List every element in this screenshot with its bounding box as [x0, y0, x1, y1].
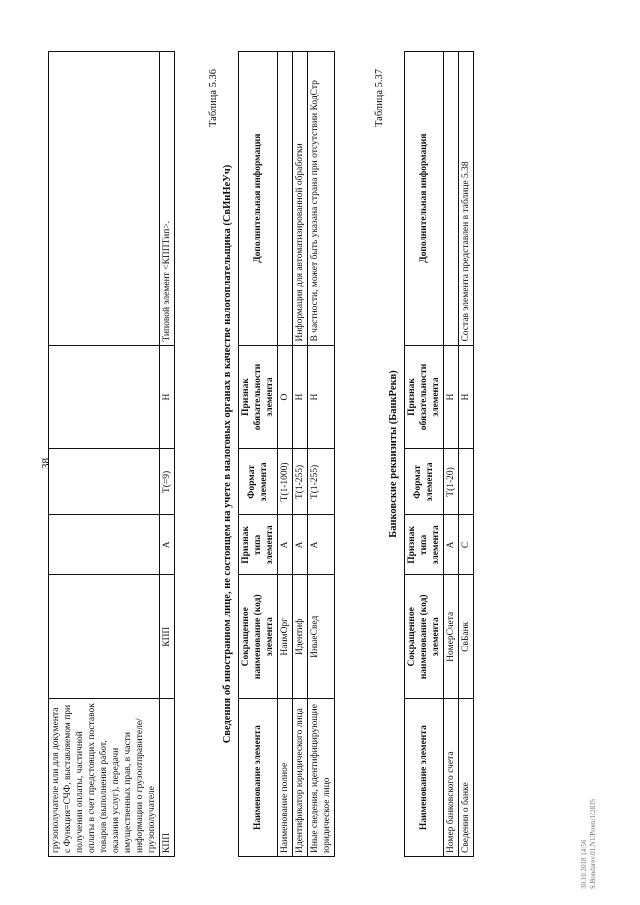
table-header-row: [405, 52, 444, 857]
table-cell: Т(=9): [160, 449, 175, 515]
column-header: Признак типа элемента: [405, 515, 444, 575]
table-cell: А: [278, 515, 293, 575]
table-row: [278, 52, 293, 857]
column-header: Признак типа элемента: [239, 515, 278, 575]
table-cell: Информация для автоматизированной обработки: [293, 52, 308, 346]
column-header: Дополнительная информация: [239, 52, 278, 346]
table-5-36: [238, 51, 335, 857]
table-cell: [444, 52, 459, 346]
table-cell: [49, 575, 160, 699]
table-cell: Т(1-255): [293, 449, 308, 515]
table-cell: Сведения о банке: [459, 699, 474, 857]
table-cell: Н: [160, 345, 175, 449]
table-cell: [49, 52, 160, 346]
table-row: [444, 52, 459, 857]
column-header: Наименование элемента: [405, 699, 444, 857]
table-cell: Наименование полное: [278, 699, 293, 857]
table-row: [49, 52, 160, 857]
column-header: Сокращенное наименование (код) элемента: [405, 575, 444, 699]
table-cell: Т(1-255): [308, 449, 335, 515]
footer-line: 30.10.2018 14:56: [580, 839, 588, 889]
table-label: Таблица 5.36: [208, 68, 219, 127]
table-title: Сведения об иностранном лице, не состоящем на учете в налоговых органах в качестве налогоплательщика (СвИнНеУч): [222, 164, 233, 744]
table-5-37: [404, 51, 474, 857]
table-cell: А: [160, 515, 175, 575]
table-cell: Типовой элемент <КППТип>.: [160, 52, 175, 346]
table-cell: СвБанк: [459, 575, 474, 699]
table-cell: [459, 449, 474, 515]
table-cell: В частности, может быть указана страна при отсутствии КодСтр: [308, 52, 335, 346]
table-cell: Т(1-1000): [278, 449, 293, 515]
column-header: Признак обязательности элемента: [405, 345, 444, 449]
table-cell: [49, 515, 160, 575]
column-header: Наименование элемента: [239, 699, 278, 857]
column-header: Признак обязательности элемента: [239, 345, 278, 449]
table-cell: КПП: [160, 575, 175, 699]
table-cell: Н: [444, 345, 459, 449]
table-cell: Идентиф: [293, 575, 308, 699]
table-cell: [49, 345, 160, 449]
table-cell: [278, 52, 293, 346]
table-row: [293, 52, 308, 857]
table-row: [459, 52, 474, 857]
column-header: Сокращенное наименование (код) элемента: [239, 575, 278, 699]
page-number: 38: [40, 458, 52, 469]
table-title: Банковские реквизиты (БанкРекв): [388, 370, 399, 538]
table-cell: Н: [459, 345, 474, 449]
column-header: Формат элемента: [239, 449, 278, 515]
table-cell: Иные сведения, идентифицирующие юридическое лицо: [308, 699, 335, 857]
column-header: Формат элемента: [405, 449, 444, 515]
table-row: [160, 52, 175, 857]
table-cell: Состав элемента представлен в таблице 5.38: [459, 52, 474, 346]
table-cell: [49, 449, 160, 515]
footer-line: S.Bondarev.01.N1/Prom/1/2835: [589, 799, 597, 889]
table-cell: Н: [293, 345, 308, 449]
table-cell: А: [293, 515, 308, 575]
continuation-table: [48, 51, 175, 857]
table-cell: О: [278, 345, 293, 449]
table-label: Таблица 5.37: [374, 68, 385, 127]
footer-note: [580, 799, 598, 889]
table-cell: ИныеСвед: [308, 575, 335, 699]
table-cell: Идентификатор юридического лица: [293, 699, 308, 857]
table-cell: А: [308, 515, 335, 575]
table-cell: НаимОрг: [278, 575, 293, 699]
table-cell: С: [459, 515, 474, 575]
table-header-row: [239, 52, 278, 857]
table-row: [308, 52, 335, 857]
table-cell: А: [444, 515, 459, 575]
table-cell: Т(1-20): [444, 449, 459, 515]
column-header: Дополнительная информация: [405, 52, 444, 346]
table-cell: КПП: [160, 699, 175, 857]
table-cell: НомерСчета: [444, 575, 459, 699]
table-cell: Номер банковского счета: [444, 699, 459, 857]
table-cell: Н: [308, 345, 335, 449]
table-cell: грузополучателе или для документа с Функция=СЧФ, выставляемом при получении оплаты, частичной оплаты в счет предстоящих поставок товаров (выполнения работ, оказания услуг), передачи имущественных прав, в части информации о грузоотправителе/грузополучателе: [49, 699, 160, 857]
